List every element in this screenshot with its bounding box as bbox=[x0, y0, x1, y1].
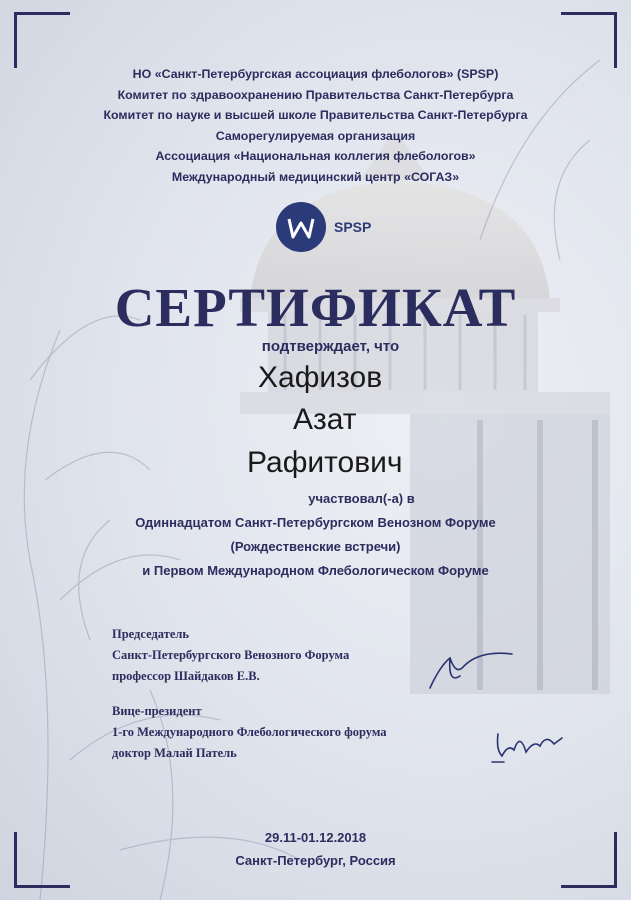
event-line: (Рождественские встречи) bbox=[230, 539, 401, 554]
organizer-line: Саморегулируемая организация bbox=[215, 128, 416, 143]
event-place: Санкт-Петербург, Россия bbox=[235, 853, 396, 868]
organizers-block bbox=[60, 64, 571, 187]
logo-text: SPSP bbox=[334, 219, 372, 235]
event-line: Одиннадцатом Санкт-Петербургском Венозном Форуме bbox=[135, 515, 496, 530]
signer-org: Санкт-Петербургского Венозного Форума bbox=[112, 648, 350, 662]
signer-role: Вице-президент bbox=[112, 704, 202, 718]
signature-vice-president bbox=[484, 722, 574, 772]
signer-name: профессор Шайдаков Е.В. bbox=[112, 669, 260, 683]
footer-block bbox=[0, 826, 631, 872]
signer-role: Председатель bbox=[112, 627, 190, 641]
recipient-first-name: Азат bbox=[293, 403, 357, 436]
recipient-patronymic: Рафитович bbox=[247, 446, 403, 479]
signer-vice-president bbox=[112, 701, 387, 764]
signer-name: доктор Малай Патель bbox=[112, 746, 237, 760]
organizer-line: НО «Санкт-Петербургская ассоциация флебологов» (SPSP) bbox=[132, 67, 499, 81]
corner-ornament-top-right bbox=[561, 12, 617, 68]
certificate-title: СЕРТИФИКАТ bbox=[114, 277, 517, 338]
spsp-emblem-icon bbox=[276, 202, 326, 252]
event-block bbox=[60, 487, 571, 583]
signer-chairman bbox=[112, 624, 387, 687]
signature-chairman bbox=[420, 636, 520, 696]
organizer-line: Международный медицинский центр «СОГАЗ» bbox=[171, 169, 460, 184]
signers-block bbox=[112, 624, 387, 778]
recipient-surname: Хафизов bbox=[258, 361, 383, 394]
participated-text: участвовал(-а) в bbox=[308, 491, 415, 506]
organizer-line: Ассоциация «Национальная коллегия флебологов» bbox=[155, 149, 476, 163]
signer-org: 1-го Международного Флебологического форума bbox=[112, 725, 387, 739]
event-dates: 29.11-01.12.2018 bbox=[264, 830, 367, 845]
organizer-line: Комитет по науке и высшей школе Правительства Санкт-Петербурга bbox=[103, 108, 528, 122]
event-line: и Первом Международном Флебологическом Форуме bbox=[142, 563, 489, 578]
organizer-line: Комитет по здравоохранению Правительства Санкт-Петербурга bbox=[117, 87, 514, 102]
spsp-logo bbox=[276, 202, 371, 252]
confirms-text: подтверждает, что bbox=[261, 338, 400, 355]
corner-ornament-top-left bbox=[14, 12, 70, 68]
